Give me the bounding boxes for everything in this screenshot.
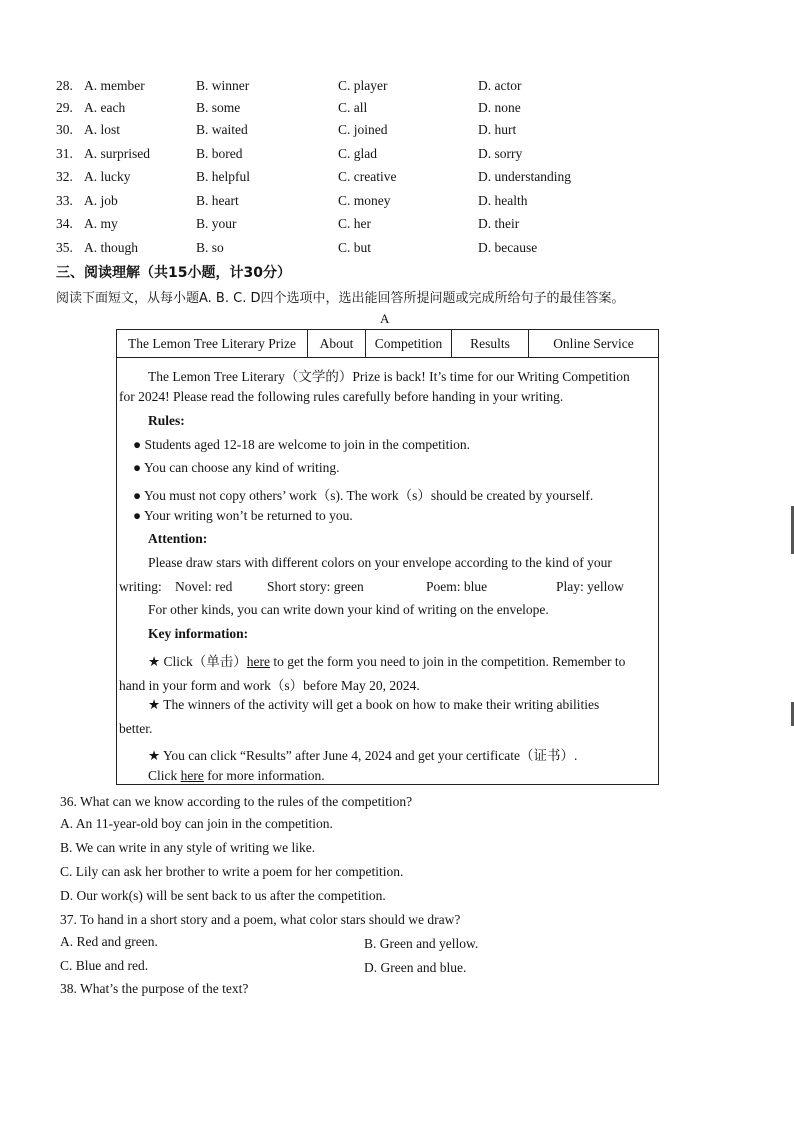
rule-text: You must not copy others’ work（s). The work（s）should be created by yourself. [144, 488, 594, 503]
key-info-2: ★ The winners of the activity will get a book on how to make their writing abilities [148, 697, 600, 712]
option-a: A. each [84, 100, 126, 115]
q36-option-d: D. Our work(s) will be sent back to us after the competition. [60, 888, 386, 903]
bullet-icon: ● [133, 437, 142, 452]
passage-label: A [380, 311, 390, 326]
rules-heading: Rules: [148, 413, 185, 428]
key-info-2-line-2: better. [119, 721, 153, 736]
q36-option-a: A. An 11-year-old boy can join in the competition. [60, 816, 333, 831]
question-number: 35. [56, 240, 73, 255]
option-c: C. glad [338, 146, 377, 161]
nav-bar [117, 330, 658, 358]
nav-item-home[interactable]: The Lemon Tree Literary Prize [117, 330, 308, 357]
kinds-prefix: writing: [119, 579, 162, 594]
option-row-34 [56, 216, 756, 236]
rule-item [133, 508, 353, 524]
q37-option-c: C. Blue and red. [60, 958, 149, 973]
section-instruction: 阅读下面短文，从每小题A. B. C. D四个选项中，选出能回答所提问题或完成所给句子的最佳答案。 [56, 291, 625, 306]
q37-option-b: B. Green and yellow. [364, 936, 479, 951]
more-info-link[interactable]: here [180, 768, 204, 783]
option-b: B. bored [196, 146, 243, 161]
option-c: C. but [338, 240, 372, 255]
attention-line-1: Please draw stars with different colors on your envelope according to the kind of your [148, 555, 612, 570]
option-b: B. heart [196, 193, 239, 208]
intro-line-2: for 2024! Please read the following rules carefully before handing in your writing. [119, 389, 564, 404]
option-b: B. so [196, 240, 224, 255]
key-info-3: ★ You can click “Results” after June 4, 2024 and get your certificate（证书）. [148, 748, 578, 763]
key-1-suffix: to get the form you need to join in the competition. Remember to [269, 654, 626, 669]
q36-option-c: C. Lily can ask her brother to write a poem for her competition. [60, 864, 404, 879]
question-36: 36. What can we know according to the rules of the competition? [60, 794, 413, 809]
option-d: D. because [478, 240, 538, 255]
question-number: 32. [56, 169, 73, 184]
option-row-28 [56, 78, 756, 98]
kind-play: Play: yellow [556, 579, 624, 594]
rule-text: Students aged 12-18 are welcome to join in the competition. [144, 437, 470, 452]
more-prefix: Click [148, 768, 181, 783]
option-b: B. your [196, 216, 237, 231]
option-c: C. money [338, 193, 391, 208]
more-suffix: for more information. [203, 768, 325, 783]
kind-poem: Poem: blue [426, 579, 488, 594]
question-number: 28. [56, 78, 73, 93]
option-d: D. sorry [478, 146, 523, 161]
question-number: 31. [56, 146, 73, 161]
q37-option-d: D. Green and blue. [364, 960, 467, 975]
option-a: A. job [84, 193, 118, 208]
key-1-prefix: ★ Click（单击） [148, 654, 247, 669]
option-c: C. player [338, 78, 388, 93]
attention-line-3: For other kinds, you can write down your kind of writing on the envelope. [148, 602, 549, 617]
attention-heading: Attention: [148, 531, 208, 546]
option-d: D. health [478, 193, 528, 208]
option-a: A. surprised [84, 146, 150, 161]
question-37: 37. To hand in a short story and a poem, what color stars should we draw? [60, 912, 461, 927]
q36-option-b: B. We can write in any style of writing we like. [60, 840, 316, 855]
option-b: B. some [196, 100, 241, 115]
q37-option-a: A. Red and green. [60, 934, 158, 949]
key-info-heading: Key information: [148, 626, 249, 641]
option-d: D. actor [478, 78, 522, 93]
option-d: D. understanding [478, 169, 571, 184]
option-a: A. though [84, 240, 138, 255]
rule-item [133, 484, 593, 504]
web-page-card [116, 329, 659, 785]
option-b: B. helpful [196, 169, 250, 184]
attention-kinds [119, 579, 639, 595]
option-row-33 [56, 193, 756, 213]
option-c: C. joined [338, 122, 388, 137]
option-a: A. lucky [84, 169, 131, 184]
kind-short-story: Short story: green [267, 579, 364, 594]
nav-item-about[interactable]: About [308, 330, 366, 357]
option-a: A. member [84, 78, 145, 93]
here-link[interactable]: here [246, 654, 270, 669]
intro-line-1: The Lemon Tree Literary（文学的）Prize is back! It’s time for our Writing Competition [148, 369, 630, 384]
section-title: 三、阅读理解（共15小题，计30分） [56, 265, 291, 281]
option-d: D. none [478, 100, 521, 115]
question-38: 38. What’s the purpose of the text? [60, 981, 249, 996]
option-row-32 [56, 169, 756, 189]
question-number: 29. [56, 100, 73, 115]
option-c: C. her [338, 216, 371, 231]
option-row-35 [56, 240, 756, 260]
option-d: D. their [478, 216, 520, 231]
more-info-line [148, 768, 325, 784]
nav-item-results[interactable]: Results [452, 330, 529, 357]
question-number: 30. [56, 122, 73, 137]
option-row-29 [56, 100, 756, 120]
bullet-icon: ● [133, 460, 142, 475]
option-c: C. creative [338, 169, 397, 184]
option-a: A. lost [84, 122, 121, 137]
rule-text: You can choose any kind of writing. [144, 460, 340, 475]
option-b: B. waited [196, 122, 248, 137]
key-info-1 [148, 650, 625, 670]
rule-item [133, 460, 340, 476]
option-c: C. all [338, 100, 368, 115]
option-row-31 [56, 146, 756, 166]
key-info-1-line-2: hand in your form and work（s）before May 20, 2024. [119, 678, 420, 693]
question-number: 33. [56, 193, 73, 208]
kind-novel: Novel: red [175, 579, 233, 594]
option-a: A. my [84, 216, 118, 231]
option-d: D. hurt [478, 122, 517, 137]
rule-item [133, 437, 470, 453]
rule-text: Your writing won’t be returned to you. [144, 508, 353, 523]
option-row-30 [56, 122, 756, 142]
bullet-icon: ● [133, 488, 142, 503]
nav-item-online-service[interactable]: Online Service [553, 336, 634, 351]
option-b: B. winner [196, 78, 250, 93]
question-number: 34. [56, 216, 73, 231]
nav-item-competition[interactable]: Competition [366, 330, 452, 357]
bullet-icon: ● [133, 508, 142, 523]
